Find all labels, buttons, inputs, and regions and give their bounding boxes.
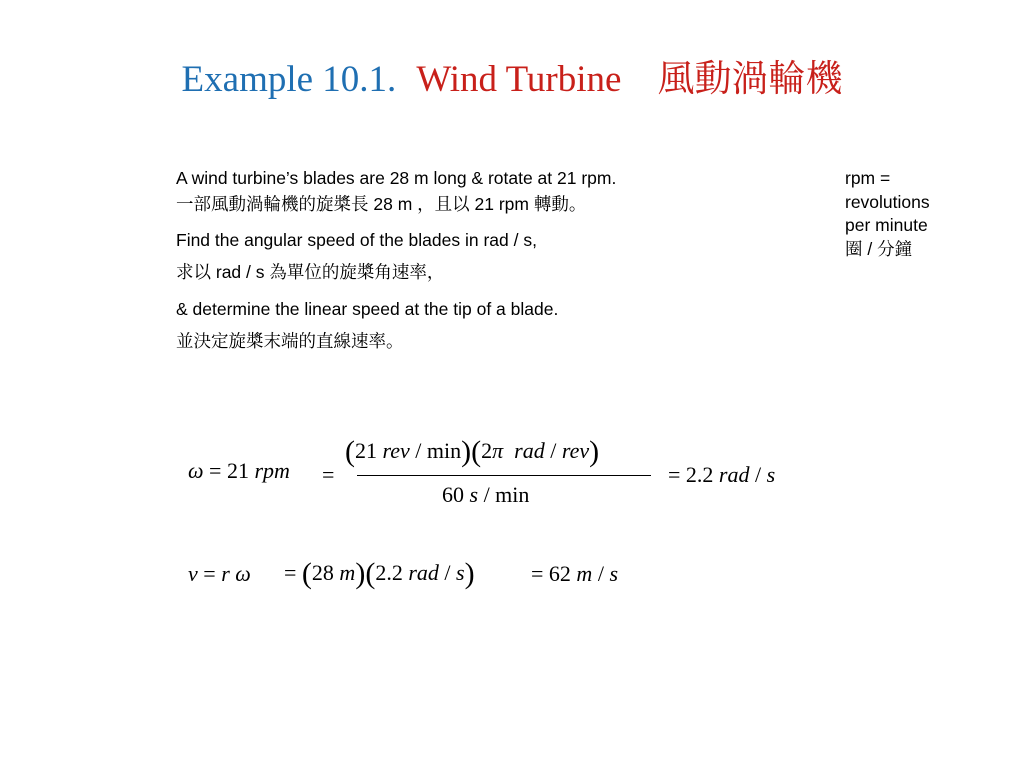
problem-line-1: A wind turbine’s blades are 28 m long & rotate at 21 rpm. — [176, 168, 617, 188]
eq1-fraction-bar — [357, 475, 651, 476]
problem-line-3-chinese: 並決定旋槳末端的直線速率。 — [176, 331, 404, 351]
eq1-numerator: (21 rev / min)(2π rad / rev) — [345, 435, 600, 468]
problem-line-1-chinese: 一部風動渦輪機的旋槳長 28 m ，且以 21 rpm 轉動。 — [176, 194, 587, 214]
title-example-number: Example 10.1. — [181, 59, 397, 100]
problem-line-2-chinese: 求以 rad / s 為單位的旋槳角速率， — [176, 262, 445, 282]
slide-title — [0, 58, 1024, 102]
eq2-lhs: v = r ω — [188, 561, 251, 586]
eq1-denominator: 60 s / min — [442, 482, 530, 507]
title-topic: Wind Turbine — [416, 59, 622, 100]
note-line-3: per minute — [845, 215, 928, 235]
problem-line-3: & determine the linear speed at the tip of a blade. — [176, 299, 559, 319]
eq2-middle: = (28 m)(2.2 rad / s) — [284, 557, 475, 590]
rpm-definition-note — [845, 167, 1015, 261]
title-topic-chinese: 風動渦輪機 — [657, 59, 843, 100]
note-line-4-chinese: 圈 / 分鐘 — [845, 238, 913, 259]
eq1-lhs: ω = 21 rpm — [188, 458, 290, 483]
note-line-1: rpm = — [845, 168, 891, 188]
eq1-result: = 2.2 rad / s — [668, 462, 776, 487]
eq1-equals: = — [322, 462, 335, 487]
eq2-result: = 62 m / s — [531, 561, 618, 586]
problem-line-2: Find the angular speed of the blades in rad / s, — [176, 230, 537, 250]
note-line-2: revolutions — [845, 191, 930, 212]
